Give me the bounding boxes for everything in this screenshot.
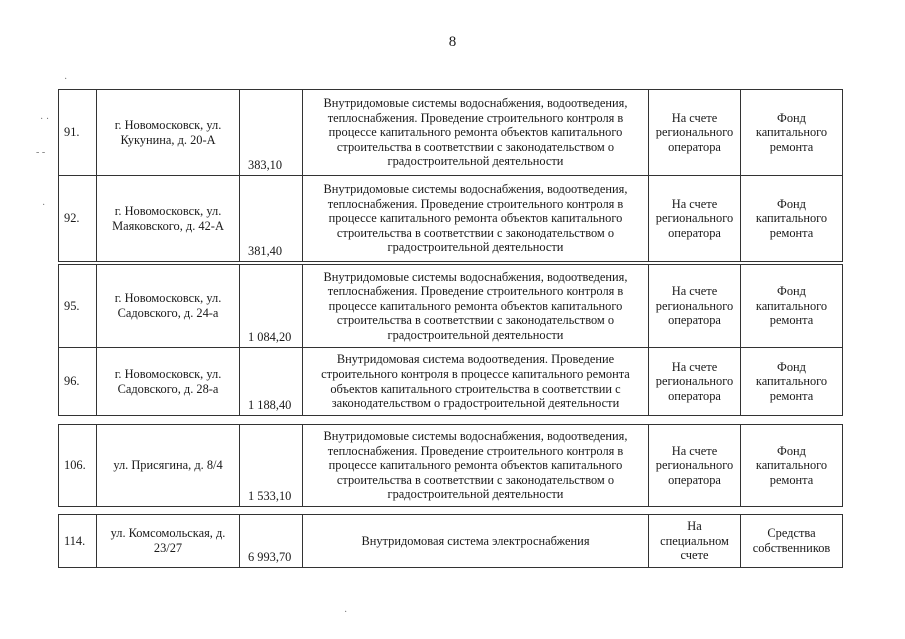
works-cell: Внутридомовые системы водоснабжения, водоотведения, теплоснабжения. Проведение строительного контроля в процессе капитального ремонта объектов капитального строительства в соответствии с законодательством о градостроительной деятельности bbox=[303, 425, 649, 507]
works-cell: Внутридомовые системы водоснабжения, водоотведения, теплоснабжения. Проведение строительного контроля в процессе капитального ремонта объектов капитального строительства в соответствии с законодательством о градостроительной деятельности bbox=[303, 265, 649, 348]
table-row bbox=[59, 348, 843, 416]
source-cell: Фонд капитального ремонта bbox=[741, 265, 843, 348]
row-number: 106. bbox=[59, 425, 97, 507]
sum-cell: 383,10 bbox=[240, 90, 303, 176]
sum-cell: 1 084,20 bbox=[240, 265, 303, 348]
works-table-block bbox=[58, 514, 843, 568]
sum-cell: 1 188,40 bbox=[240, 348, 303, 416]
address-cell: г. Новомосковск, ул. Садовского, д. 24-а bbox=[97, 265, 240, 348]
row-number: 96. bbox=[59, 348, 97, 416]
source-cell: Фонд капитального ремонта bbox=[741, 176, 843, 262]
source-cell: Фонд капитального ремонта bbox=[741, 90, 843, 176]
address-cell: г. Новомосковск, ул. Маяковского, д. 42-А bbox=[97, 176, 240, 262]
address-cell: ул. Комсомольская, д. 23/27 bbox=[97, 515, 240, 568]
works-cell: Внутридомовые системы водоснабжения, водоотведения, теплоснабжения. Проведение строительного контроля в процессе капитального ремонта объектов капитального строительства в соответствии с законодательством о градостроительной деятельности bbox=[303, 90, 649, 176]
account-cell: На специальном счете bbox=[649, 515, 741, 568]
row-number: 95. bbox=[59, 265, 97, 348]
works-cell: Внутридомовая система водоотведения. Проведение строительного контроля в процессе капитального ремонта объектов капитального строительства в соответствии с законодательством о градостроительной деятельности bbox=[303, 348, 649, 416]
row-number: 92. bbox=[59, 176, 97, 262]
table-row bbox=[59, 425, 843, 507]
table-row bbox=[59, 265, 843, 348]
source-cell: Фонд капитального ремонта bbox=[741, 425, 843, 507]
scan-speck: · bbox=[344, 607, 348, 618]
address-cell: г. Новомосковск, ул. Садовского, д. 28-а bbox=[97, 348, 240, 416]
account-cell: На счете регионального оператора bbox=[649, 265, 741, 348]
sum-cell: 381,40 bbox=[240, 176, 303, 262]
works-table-block bbox=[58, 264, 843, 416]
account-cell: На счете регионального оператора bbox=[649, 90, 741, 176]
table-row bbox=[59, 176, 843, 262]
scan-speck: · · bbox=[40, 114, 50, 125]
table-row bbox=[59, 90, 843, 176]
scan-speck: · bbox=[42, 200, 46, 211]
row-number: 114. bbox=[59, 515, 97, 568]
account-cell: На счете регионального оператора bbox=[649, 425, 741, 507]
source-cell: Средства собственников bbox=[741, 515, 843, 568]
table-row bbox=[59, 515, 843, 568]
address-cell: г. Новомосковск, ул. Кукунина, д. 20-А bbox=[97, 90, 240, 176]
sum-cell: 6 993,70 bbox=[240, 515, 303, 568]
page-number: 8 bbox=[448, 34, 457, 50]
works-table-block bbox=[58, 89, 843, 262]
works-cell: Внутридомовые системы водоснабжения, водоотведения, теплоснабжения. Проведение строительного контроля в процессе капитального ремонта объектов капитального строительства в соответствии с законодательством о градостроительной деятельности bbox=[303, 176, 649, 262]
works-table-block bbox=[58, 424, 843, 507]
sum-cell: 1 533,10 bbox=[240, 425, 303, 507]
address-cell: ул. Присягина, д. 8/4 bbox=[97, 425, 240, 507]
source-cell: Фонд капитального ремонта bbox=[741, 348, 843, 416]
works-cell: Внутридомовая система электроснабжения bbox=[303, 515, 649, 568]
account-cell: На счете регионального оператора bbox=[649, 176, 741, 262]
scan-speck: · bbox=[64, 74, 68, 85]
account-cell: На счете регионального оператора bbox=[649, 348, 741, 416]
scan-speck: - - bbox=[36, 147, 46, 158]
row-number: 91. bbox=[59, 90, 97, 176]
